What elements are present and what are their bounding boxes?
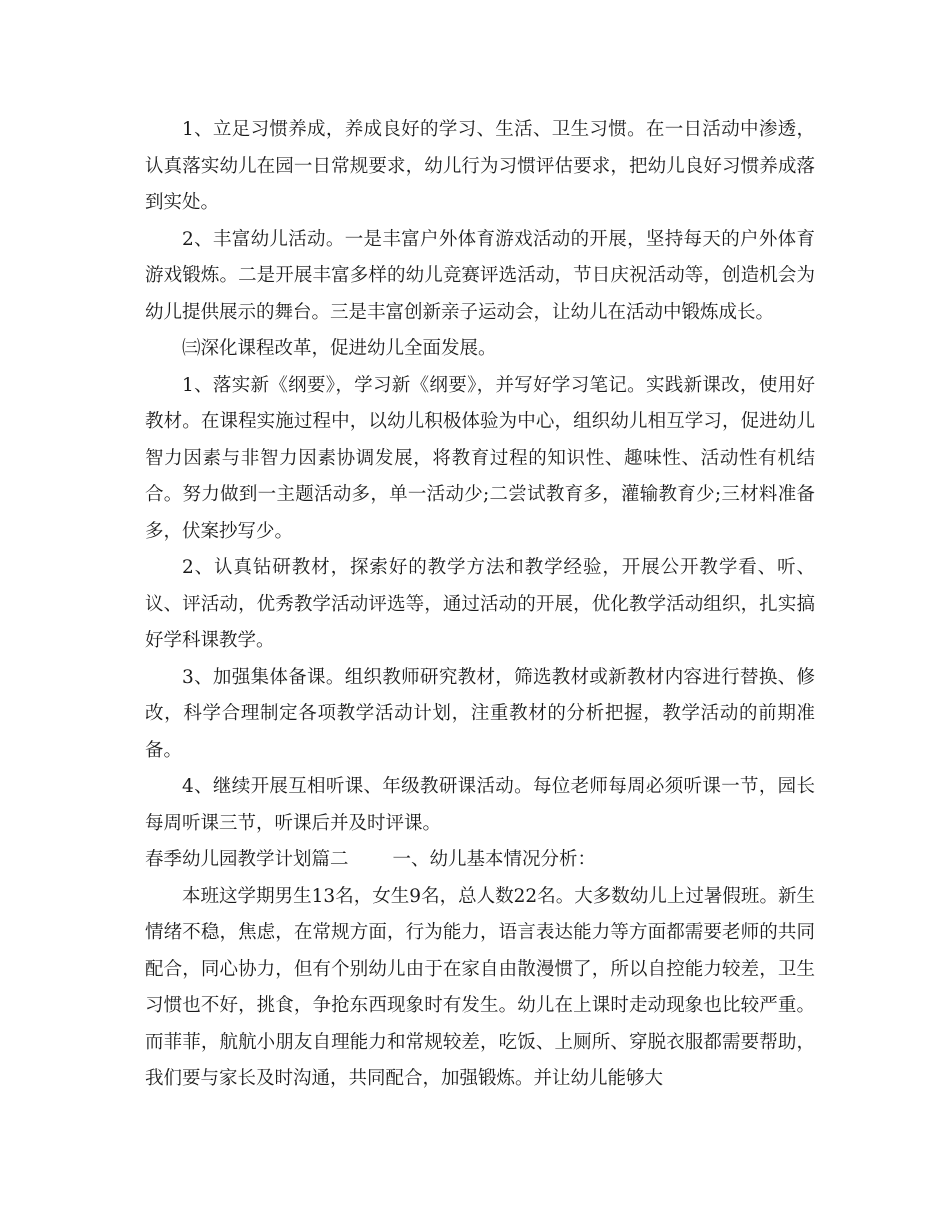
paragraph-habits: 1、立足习惯养成，养成良好的学习、生活、卫生习惯。在一日活动中渗透，认真落实幼儿在园一日常规要求，幼儿行为习惯评估要求，把幼儿良好习惯养成落到实处。: [145, 119, 815, 213]
paragraph-observation: 4、继续开展互相听课、年级教研课活动。每位老师每周必须听课一节，园长每周听课三节，听课后并及时评课。: [145, 776, 815, 834]
part-two-subtitle: 一、幼儿基本情况分析：: [392, 849, 597, 870]
part-two-title: 春季幼儿园教学计划篇二: [145, 849, 349, 870]
paragraph-analysis: 本班这学期男生13名，女生9名，总人数22名。大多数幼儿上过暑假班。新生情绪不稳，焦虑，在常规方面，行为能力，语言表达能力等方面都需要老师的共同配合，同心协力，但有个别幼儿由于在家自由散漫惯了，所以自控能力较差，卫生习惯也不好，挑食，争抢东西现象时有发生。幼儿在上课时走动现象也比较严重。而菲菲，航航小朋友自理能力和常规较差，吃饭、上厕所、穿脱衣服都需要帮助，我们要与家长及时沟通，共同配合，加强锻炼。并让幼儿能够大: [145, 885, 815, 1089]
paragraph-outline: 1、落实新《纲要》，学习新《纲要》，并写好学习笔记。实践新课改，使用好教材。在课程实施过程中，以幼儿积极体验为中心，组织幼儿相互学习，促进幼儿智力因素与非智力因素协调发展，将教育过程的知识性、趣味性、活动性有机结合。努力做到一主题活动多，单一活动少;二尝试教育多，灌输教育少;三材料准备多，伏案抄写少。: [145, 374, 815, 542]
section-heading-curriculum: ㈢深化课程改革，促进幼儿全面发展。: [182, 338, 497, 359]
paragraph-activities: 2、丰富幼儿活动。一是丰富户外体育游戏活动的开展，坚持每天的户外体育游戏锻炼。二是开展丰富多样的幼儿竞赛评选活动，节日庆祝活动等，创造机会为幼儿提供展示的舞台。三是丰富创新亲子运动会，让幼儿在活动中锻炼成长。: [145, 228, 815, 323]
part-two-heading-line: [145, 842, 815, 879]
paragraph-lesson-prep: 3、加强集体备课。组织教师研究教材，筛选教材或新教材内容进行替换、修改，科学合理制定各项教学活动计划，注重教材的分析把握，教学活动的前期准备。: [145, 666, 815, 761]
paragraph-research: 2、认真钻研教材，探索好的教学方法和教学经验，开展公开教学看、听、议、评活动，优秀教学活动评选等，通过活动的开展，优化教学活动组织，扎实搞好学科课教学。: [145, 557, 815, 651]
document-body: [145, 112, 815, 1098]
